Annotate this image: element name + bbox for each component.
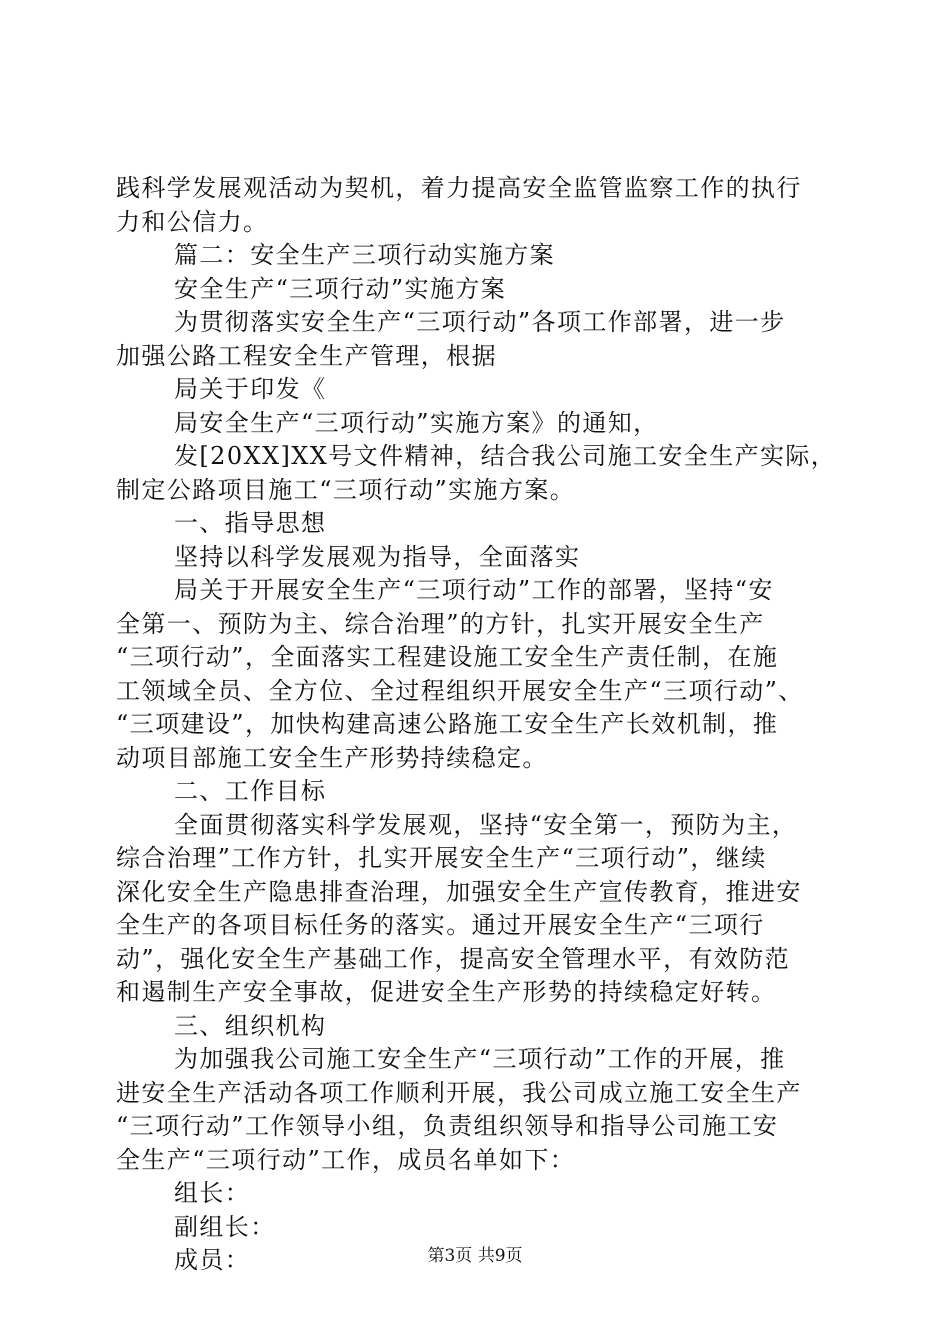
text-line: 综合治理”工作方针，扎实开展安全生产“三项行动”，继续 <box>116 844 767 872</box>
text-line: 深化安全生产隐患排查治理，加强安全生产宣传教育，推进安 <box>116 877 802 906</box>
text-line: 局关于印发《 <box>174 375 327 403</box>
text-line: 加强公路工程安全生产管理，根据 <box>116 341 497 370</box>
text-line: “三项行动”，全面落实工程建设施工安全生产责任制，在施 <box>116 643 779 671</box>
member-role-leader: 组长： <box>174 1179 251 1207</box>
text-line: 力和公信力。 <box>116 207 269 236</box>
page-number-footer: 第3页 共9页 <box>427 1246 523 1266</box>
text-line: 全面贯彻落实科学发展观，坚持“安全第一，预防为主， <box>174 810 798 839</box>
section-title: 篇二：安全生产三项行动实施方案 <box>174 241 555 269</box>
document-title: 安全生产“三项行动”实施方案 <box>174 274 507 303</box>
text-line: 坚持以科学发展观为指导，全面落实 <box>174 542 581 571</box>
text-line: 工领域全员、全方位、全过程组织开展安全生产“三项行动”、 <box>116 676 804 705</box>
section-heading: 三、组织机构 <box>174 1011 327 1040</box>
text-line: 为加强我公司施工安全生产“三项行动”工作的开展，推 <box>174 1045 786 1073</box>
section-heading: 一、指导思想 <box>174 509 327 537</box>
text-line: 动”，强化安全生产基础工作，提高安全管理水平，有效防范 <box>116 944 791 973</box>
text-line: 践科学发展观活动为契机，着力提高安全监管监察工作的执行 <box>116 174 802 202</box>
text-line: 和遏制生产安全事故，促进安全生产形势的持续稳定好转。 <box>116 978 777 1006</box>
member-role-members: 成员： <box>174 1246 251 1274</box>
text-line: 制定公路项目施工“三项行动”实施方案。 <box>116 475 576 504</box>
text-line: 为贯彻落实安全生产“三项行动”各项工作部署，进一步 <box>174 308 786 336</box>
text-line: “三项建设”，加快构建高速公路施工安全生产长效机制，推 <box>116 710 779 738</box>
text-line: 进安全生产活动各项工作顺利开展，我公司成立施工安全生产 <box>116 1078 802 1107</box>
text-line: 全生产“三项行动”工作，成员名单如下： <box>116 1145 576 1174</box>
text-line: 动项目部施工安全生产形势持续稳定。 <box>116 743 548 772</box>
text-line: 全生产的各项目标任务的落实。通过开展安全生产“三项行 <box>116 911 765 939</box>
member-role-deputy: 副组长： <box>174 1212 276 1241</box>
text-line: “三项行动”工作领导小组，负责组织领导和指导公司施工安 <box>116 1112 779 1140</box>
text-line: 局安全生产“三项行动”实施方案》的通知， <box>174 408 659 437</box>
text-line: 局关于开展安全生产“三项行动”工作的部署，坚持“安 <box>174 576 774 604</box>
document-body <box>116 172 836 1278</box>
text-line: 全第一、预防为主、综合治理”的方针，扎实开展安全生产 <box>116 609 765 638</box>
section-heading: 二、工作目标 <box>174 777 327 805</box>
text-line: 发[20XX]XX号文件精神，结合我公司施工安全生产实际， <box>174 442 837 470</box>
